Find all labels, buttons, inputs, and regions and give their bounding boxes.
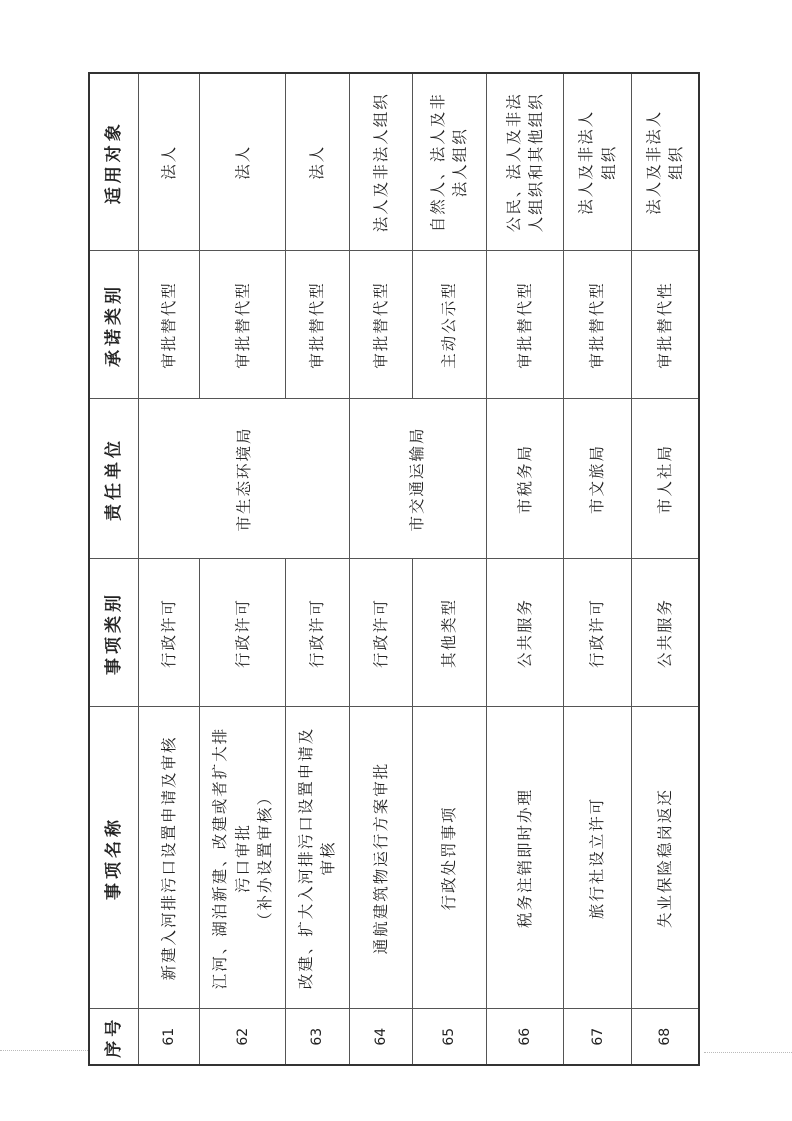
cell-target xyxy=(139,73,200,251)
scan-edge-mark-left xyxy=(0,1050,88,1055)
cell-promise: 审批替代型 xyxy=(286,251,349,399)
cell-name-line: 失业保险稳岗返还 xyxy=(655,788,674,929)
table-row xyxy=(200,73,286,1065)
cell-seq: 64 xyxy=(349,1009,412,1065)
cell-seq: 66 xyxy=(486,1009,564,1065)
rotated-table-frame xyxy=(88,74,700,1066)
cell-promise: 审批替代型 xyxy=(486,251,564,399)
cell-target-line: 法人及非法人组织 xyxy=(371,92,390,233)
cell-type: 其他类型 xyxy=(413,559,487,707)
cell-seq: 65 xyxy=(413,1009,487,1065)
cell-target-line: 组织 xyxy=(599,144,618,180)
cell-name xyxy=(286,707,349,1009)
table-header-row xyxy=(89,73,139,1065)
cell-name xyxy=(564,707,632,1009)
cell-promise: 审批替代性 xyxy=(631,251,699,399)
cell-promise: 审批替代型 xyxy=(564,251,632,399)
cell-name xyxy=(349,707,412,1009)
table-row xyxy=(486,73,564,1065)
header-target: 适用对象 xyxy=(89,73,139,251)
cell-name-line: 江河、湖泊新建、改建或者扩大排 xyxy=(211,726,230,990)
cell-name-line: 改建、扩大入河排污口设置申请及 xyxy=(297,726,315,990)
header-type: 事项类别 xyxy=(89,559,139,707)
cell-target-line: 法人 xyxy=(308,144,327,180)
cell-target xyxy=(486,73,564,251)
commitment-items-table xyxy=(88,72,700,1066)
cell-name-line: 通航建筑物运行方案审批 xyxy=(371,761,390,955)
cell-target xyxy=(564,73,632,251)
cell-promise: 审批替代型 xyxy=(349,251,412,399)
table-row xyxy=(349,73,412,1065)
cell-name xyxy=(413,707,487,1009)
cell-promise: 主动公示型 xyxy=(413,251,487,399)
cell-name-line: 税务注销即时办理 xyxy=(515,788,534,929)
cell-target-line: 法人及非法人 xyxy=(644,109,663,215)
cell-target-line: 法人 xyxy=(159,144,178,180)
cell-name-line: 新建入河排污口设置申请及审核 xyxy=(159,735,178,981)
cell-seq: 62 xyxy=(200,1009,286,1065)
cell-type: 行政许可 xyxy=(200,559,286,707)
cell-name-line: （补办设置审核） xyxy=(256,788,275,929)
scan-edge-mark-right xyxy=(704,1052,792,1057)
table-row xyxy=(139,73,200,1065)
header-promise: 承诺类别 xyxy=(89,251,139,399)
cell-name xyxy=(486,707,564,1009)
table-row xyxy=(286,73,349,1065)
cell-target xyxy=(286,73,349,251)
header-dept: 责任单位 xyxy=(89,399,139,559)
cell-type: 行政许可 xyxy=(139,559,200,707)
cell-target-line: 法人及非法人 xyxy=(577,109,596,215)
cell-type: 行政许可 xyxy=(349,559,412,707)
cell-name xyxy=(631,707,699,1009)
cell-name-line: 行政处罚事项 xyxy=(440,805,459,911)
table-row xyxy=(564,73,632,1065)
cell-promise: 审批替代型 xyxy=(200,251,286,399)
cell-seq: 61 xyxy=(139,1009,200,1065)
cell-name xyxy=(139,707,200,1009)
cell-dept: 市人社局 xyxy=(631,399,699,559)
cell-type: 行政许可 xyxy=(564,559,632,707)
cell-target-line: 自然人、法人及非 xyxy=(428,92,447,233)
cell-target-line: 组织 xyxy=(666,144,685,180)
cell-dept-merged: 市交通运输局 xyxy=(349,399,486,559)
cell-seq: 63 xyxy=(286,1009,349,1065)
cell-target xyxy=(631,73,699,251)
cell-dept: 市税务局 xyxy=(486,399,564,559)
cell-promise: 审批替代型 xyxy=(139,251,200,399)
header-name: 事项名称 xyxy=(89,707,139,1009)
cell-dept-merged: 市生态环境局 xyxy=(139,399,350,559)
cell-target xyxy=(413,73,487,251)
cell-type: 行政许可 xyxy=(286,559,349,707)
cell-type: 公共服务 xyxy=(631,559,699,707)
cell-seq: 68 xyxy=(631,1009,699,1065)
cell-name-line: 审核 xyxy=(319,840,338,876)
header-seq: 序号 xyxy=(89,1009,139,1065)
cell-target-line: 法人组织 xyxy=(451,127,470,198)
table-row xyxy=(631,73,699,1065)
cell-dept: 市文旅局 xyxy=(564,399,632,559)
cell-target-line: 法人 xyxy=(233,144,252,180)
cell-type: 公共服务 xyxy=(486,559,564,707)
table-row xyxy=(413,73,487,1065)
cell-name-line: 旅行社设立许可 xyxy=(588,796,607,920)
cell-target xyxy=(349,73,412,251)
cell-name xyxy=(200,707,286,1009)
cell-seq: 67 xyxy=(564,1009,632,1065)
cell-target xyxy=(200,73,286,251)
cell-name-line: 污口审批 xyxy=(233,823,252,894)
cell-target-line: 公民、法人及非法 xyxy=(504,92,523,233)
cell-target-line: 人组织和其他组织 xyxy=(527,92,546,233)
